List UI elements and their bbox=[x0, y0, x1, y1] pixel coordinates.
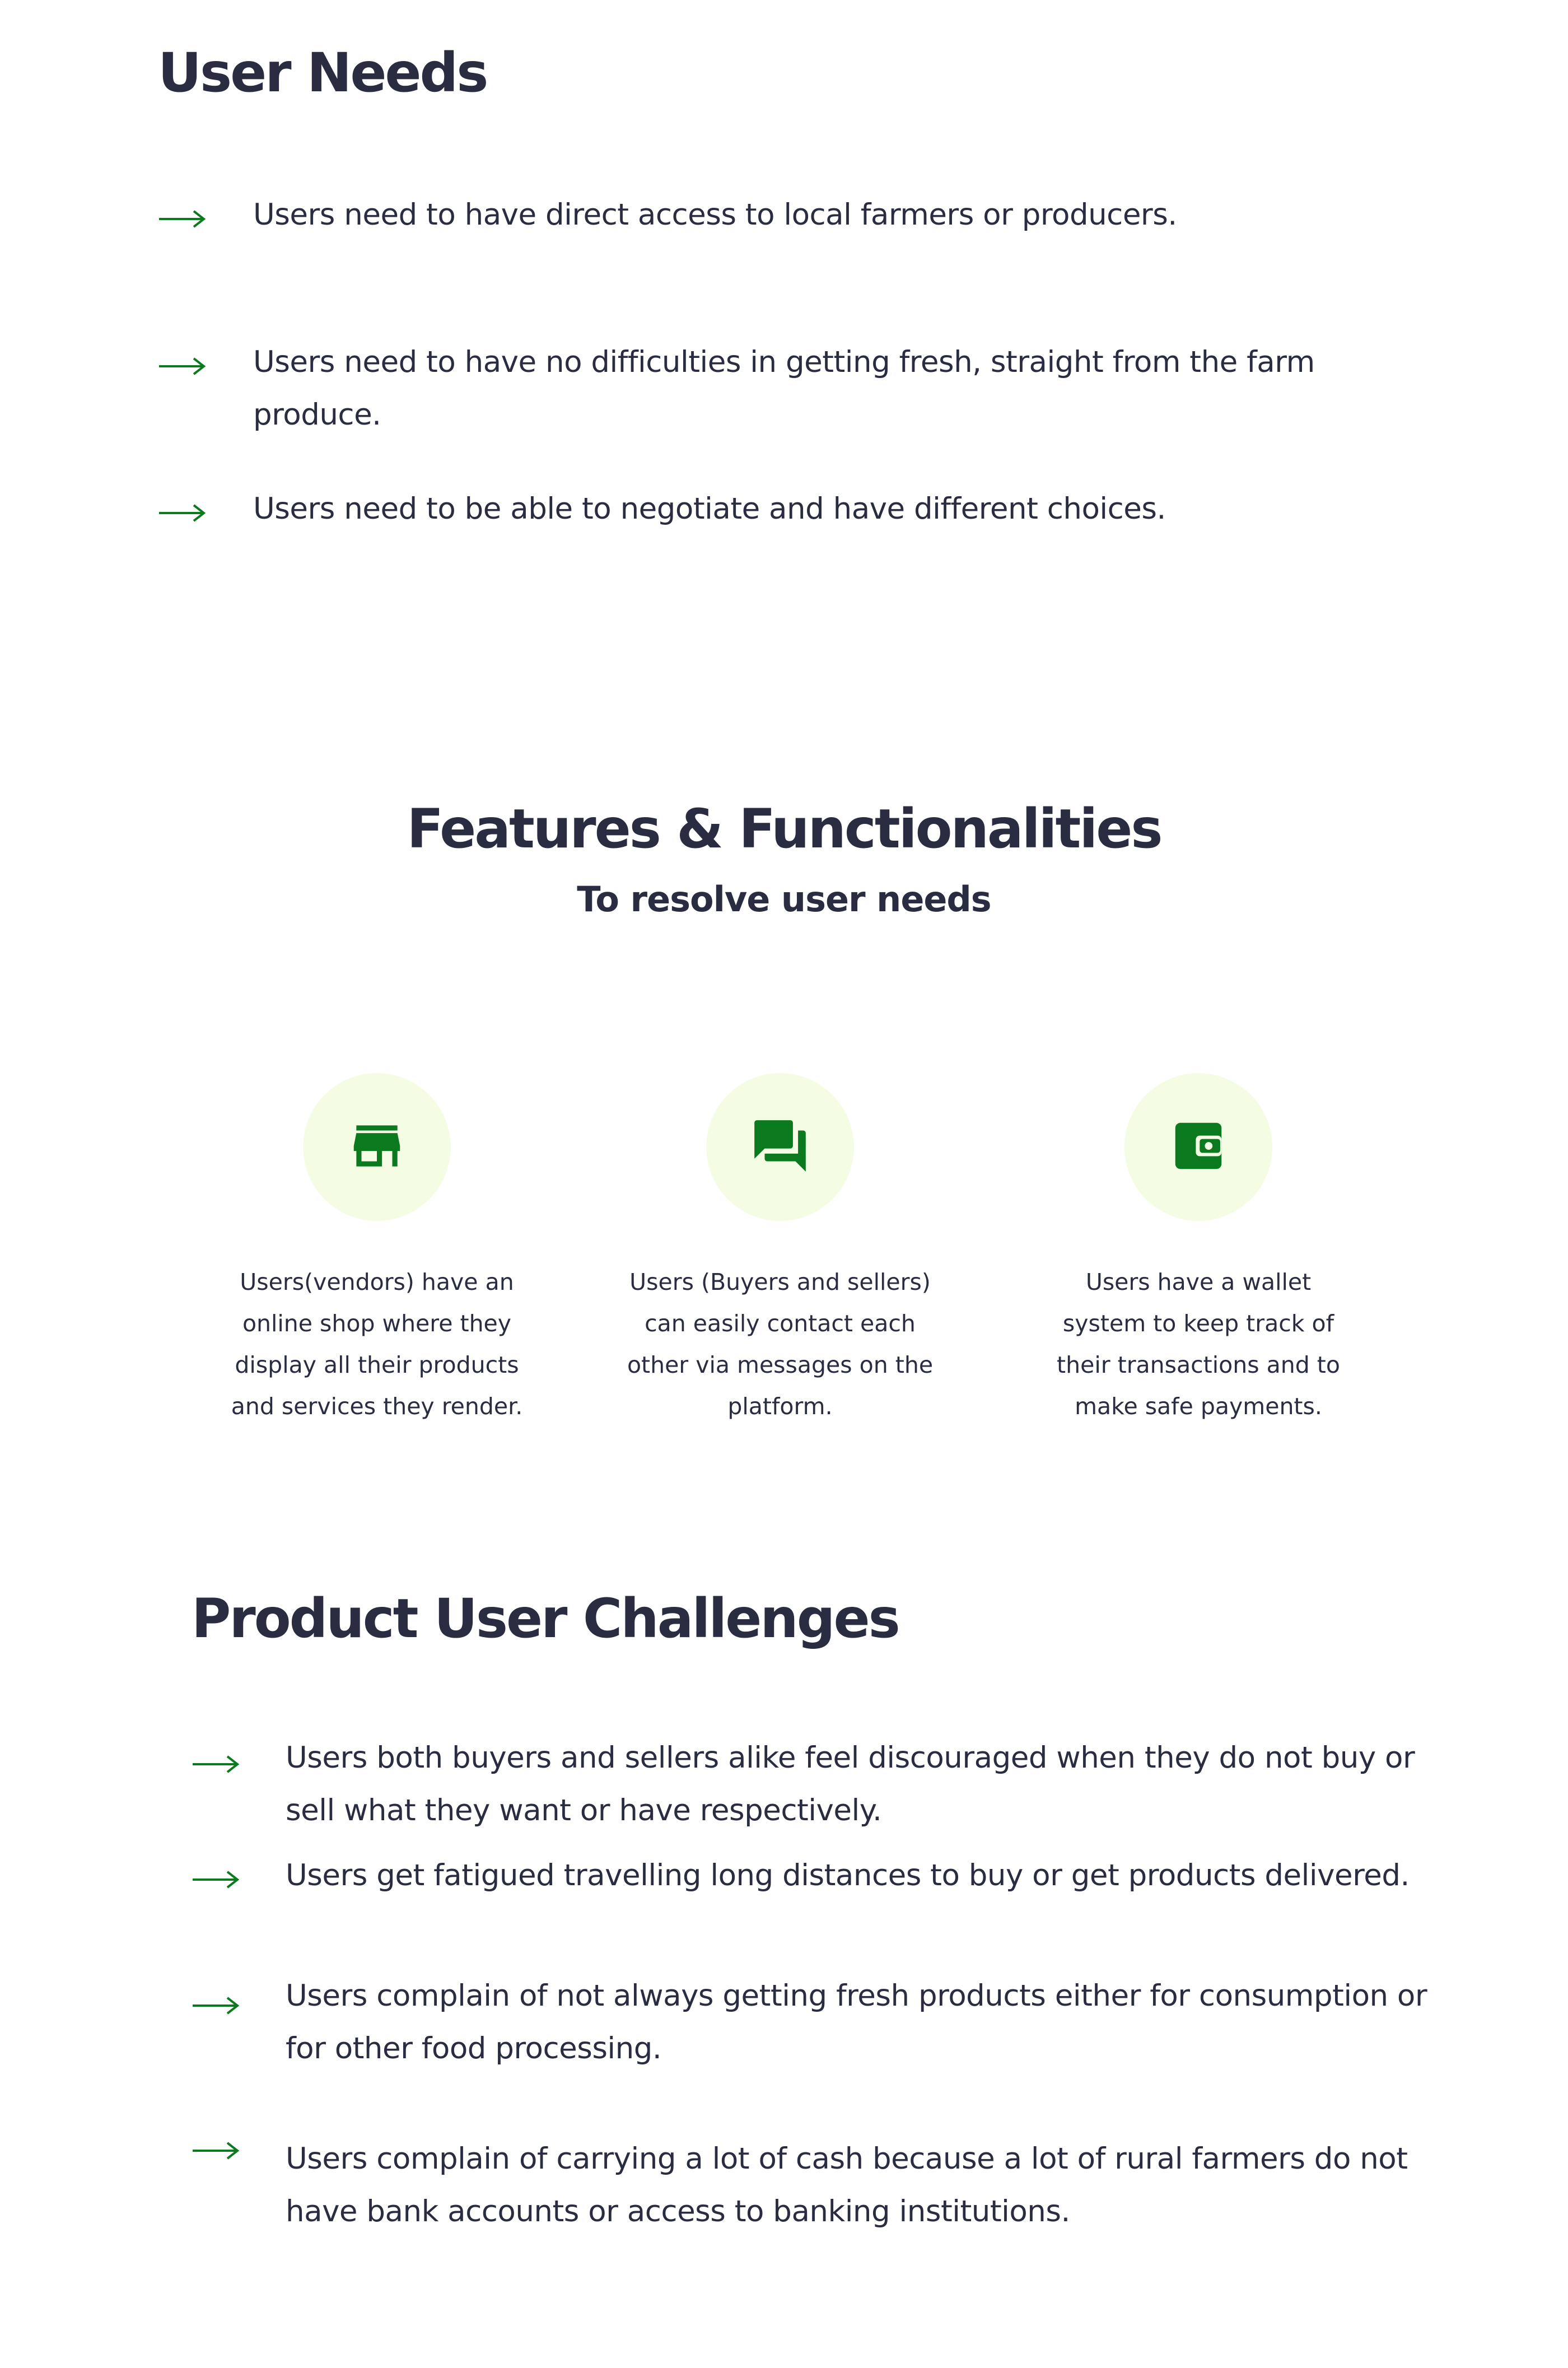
wallet-icon bbox=[1168, 1115, 1229, 1179]
arrow-right-icon bbox=[192, 1868, 240, 1891]
arrow-right-icon bbox=[192, 1994, 240, 2017]
challenge-item bbox=[192, 1849, 1457, 1902]
feature-text: Users have a wallet system to keep track of their transactions and to make safe payments. bbox=[1057, 1269, 1340, 1420]
user-need-text: Users need to be able to negotiate and have different choices. bbox=[253, 492, 1166, 526]
challenge-text: Users complain of not always getting fresh products either for consumption or for other food processing. bbox=[286, 1979, 1427, 2066]
user-need-text: Users need to have no difficulties in getting fresh, straight from the farm produce. bbox=[253, 345, 1315, 432]
arrow-right-icon bbox=[158, 502, 206, 524]
user-need-text: Users need to have direct access to local farmers or producers. bbox=[253, 198, 1177, 232]
feature-icon-circle bbox=[1124, 1073, 1272, 1221]
arrow-right-icon bbox=[192, 1753, 240, 1775]
features-title: Features & Functionalities bbox=[407, 798, 1161, 860]
challenge-text: Users complain of carrying a lot of cash because a lot of rural farmers do not have bank accounts or access to banking institutions. bbox=[286, 2142, 1408, 2229]
user-need-item bbox=[158, 189, 1407, 241]
feature-card bbox=[623, 1073, 937, 1427]
challenge-text: Users get fatigued travelling long distances to buy or get products delivered. bbox=[286, 1858, 1410, 1892]
feature-card bbox=[220, 1073, 534, 1427]
feature-text: Users(vendors) have an online shop where they display all their products and services they render. bbox=[231, 1269, 523, 1420]
challenge-item bbox=[192, 2133, 1457, 2238]
challenge-text: Users both buyers and sellers alike feel discouraged when they do not buy or sell what they want or have respectively. bbox=[286, 1741, 1415, 1828]
storefront-icon bbox=[346, 1115, 408, 1179]
chat-bubbles-icon bbox=[749, 1115, 811, 1179]
challenge-item bbox=[192, 1732, 1457, 1837]
arrow-right-icon bbox=[158, 355, 206, 377]
user-need-item bbox=[158, 336, 1407, 441]
feature-icon-circle bbox=[303, 1073, 451, 1221]
user-needs-title: User Needs bbox=[158, 41, 487, 104]
features-subtitle: To resolve user needs bbox=[577, 879, 991, 920]
feature-icon-circle bbox=[706, 1073, 854, 1221]
feature-card bbox=[1042, 1073, 1355, 1427]
feature-text: Users (Buyers and sellers) can easily contact each other via messages on the platform. bbox=[627, 1269, 934, 1420]
challenge-item bbox=[192, 1970, 1457, 2075]
arrow-right-icon bbox=[192, 2139, 240, 2162]
challenges-title: Product User Challenges bbox=[192, 1587, 899, 1650]
arrow-right-icon bbox=[158, 208, 206, 230]
user-need-item bbox=[158, 483, 1407, 535]
